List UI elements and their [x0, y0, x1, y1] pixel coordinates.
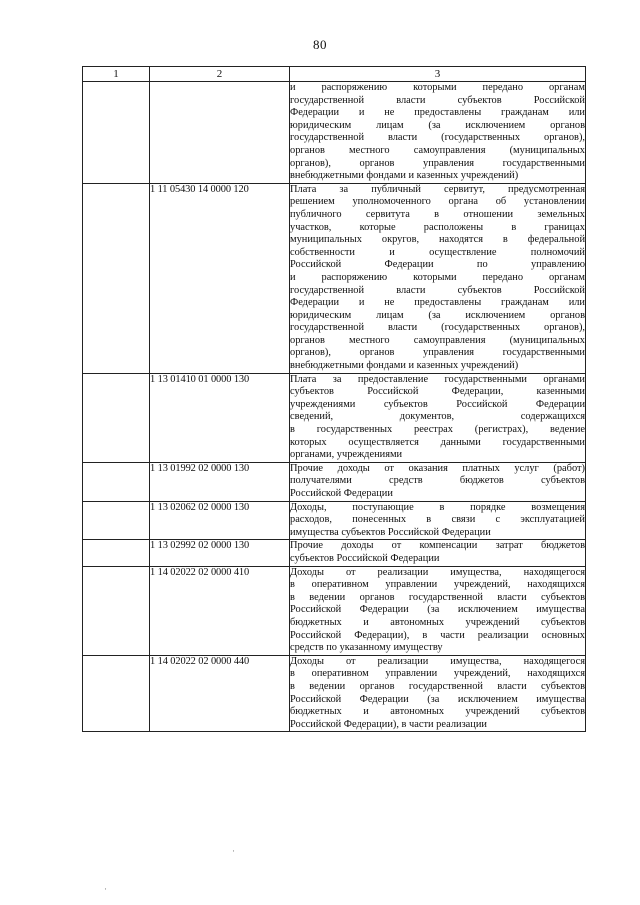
classification-code-cell: 1 13 02992 02 0000 130	[150, 540, 290, 566]
row-number-cell	[83, 501, 150, 540]
revenue-description-cell	[290, 540, 586, 566]
description-line: бюджетных и автономных учреждений субъектов	[290, 706, 585, 718]
description-line: участков, которые расположены в границах	[290, 221, 585, 233]
description-line: в ведении органов государственной власти субъектов	[290, 591, 585, 603]
page-number: 80	[313, 37, 327, 52]
row-number-cell	[83, 183, 150, 373]
classification-code-cell: 1 14 02022 02 0000 440	[150, 655, 290, 732]
classification-code-cell: 1 13 02062 02 0000 130	[150, 501, 290, 540]
table-row	[83, 501, 586, 540]
column-header-3: 3	[290, 67, 586, 82]
description-line: решением уполномоченного органа об установлении	[290, 196, 585, 208]
revenue-description-cell	[290, 183, 586, 373]
description-line: Российской Федерации), в части реализации основных	[290, 629, 585, 641]
column-header-1: 1	[83, 67, 150, 82]
description-line: Доходы от реализации имущества, находящегося	[290, 655, 585, 667]
description-line: Прочие доходы от компенсации затрат бюджетов	[290, 540, 585, 552]
description-line: учреждениями субъектов Российской Федерации	[290, 398, 585, 410]
description-line: Федерации и не предоставлены гражданам или	[290, 297, 585, 309]
description-line: Плата за публичный сервитут, предусмотренная	[290, 183, 585, 195]
classification-code-cell: 1 14 02022 02 0000 410	[150, 566, 290, 655]
description-line: собственности и осуществление полномочий	[290, 246, 585, 258]
revenue-description-cell	[290, 566, 586, 655]
description-line: Доходы от реализации имущества, находящегося	[290, 566, 585, 578]
description-line: которых осуществляется данными государственными	[290, 436, 585, 448]
description-line: в оперативном управлении учреждений, находящихся	[290, 668, 585, 680]
scan-speck: ·	[232, 846, 235, 856]
description-line: Российской Федерации (за исключением имущества	[290, 604, 585, 616]
column-header-2: 2	[150, 67, 290, 82]
description-line: юридическим лицам (за исключением органов	[290, 309, 585, 321]
description-line: Российской Федерации	[290, 488, 393, 499]
description-line: Российской Федерации (за исключением имущества	[290, 693, 585, 705]
row-number-cell	[83, 462, 150, 501]
description-line: государственной власти (государственных органов),	[290, 322, 585, 334]
description-line: юридическим лицам (за исключением органов	[290, 119, 585, 131]
table-row	[83, 540, 586, 566]
description-line: Федерации и не предоставлены гражданам или	[290, 107, 585, 119]
description-line: средств по указанному имуществу	[290, 642, 443, 654]
description-line: субъектов Российской Федерации	[290, 552, 440, 564]
description-line: и распоряжению которыми передано органам	[290, 271, 585, 283]
description-line: субъектов Российской Федерации, казенными	[290, 386, 585, 398]
description-line: Плата за предоставление государственными органами	[290, 373, 585, 385]
classification-code-cell: 1 13 01992 02 0000 130	[150, 462, 290, 501]
row-number-cell	[83, 373, 150, 462]
revenue-description-cell	[290, 373, 586, 462]
row-number-cell	[83, 540, 150, 566]
description-line: органов местного самоуправления (муниципальных	[290, 334, 585, 346]
description-line: бюджетных и автономных учреждений субъектов	[290, 616, 585, 628]
table-row	[83, 462, 586, 501]
revenue-description-cell	[290, 501, 586, 540]
description-line: в оперативном управлении учреждений, находящихся	[290, 579, 585, 591]
table-header-row	[83, 67, 586, 82]
revenue-description-cell	[290, 82, 586, 184]
description-line: органов местного самоуправления (муниципальных	[290, 144, 585, 156]
description-line: внебюджетными фондами и казенных учреждений)	[290, 360, 519, 372]
description-line: и распоряжению которыми передано органам	[290, 82, 585, 93]
description-line: Российской Федерации), в части реализации	[290, 718, 487, 730]
description-line: в государственных реестрах (регистрах), ведение	[290, 424, 585, 436]
description-line: органов), органов управления государственными	[290, 157, 585, 169]
classification-code-cell: 1 11 05430 14 0000 120	[150, 183, 290, 373]
table-row	[83, 566, 586, 655]
description-line: внебюджетными фондами и казенных учреждений)	[290, 170, 519, 182]
table-row	[83, 183, 586, 373]
description-line: государственной власти (государственных органов),	[290, 132, 585, 144]
description-line: публичного сервитута в отношении земельных	[290, 208, 585, 220]
revenue-description-cell	[290, 462, 586, 501]
classification-code-cell: 1 13 01410 01 0000 130	[150, 373, 290, 462]
row-number-cell	[83, 566, 150, 655]
revenue-description-cell	[290, 655, 586, 732]
table-row	[83, 655, 586, 732]
description-line: органами, учреждениями	[290, 449, 403, 461]
row-number-cell	[83, 655, 150, 732]
description-line: Российской Федерации по управлению	[290, 259, 585, 271]
description-line: государственной власти субъектов Российской	[290, 94, 585, 106]
scan-speck: ·	[104, 884, 107, 894]
description-line: в ведении органов государственной власти субъектов	[290, 680, 585, 692]
description-line: органов), органов управления государственными	[290, 347, 585, 359]
row-number-cell	[83, 82, 150, 184]
description-line: сведений, документов, содержащихся	[290, 411, 585, 423]
table-row	[83, 82, 586, 184]
description-line: получателями средств бюджетов субъектов	[290, 475, 585, 487]
description-line: Доходы, поступающие в порядке возмещения	[290, 501, 585, 513]
description-line: государственной власти субъектов Российской	[290, 284, 585, 296]
revenue-codes-table	[82, 66, 586, 732]
description-line: Прочие доходы от оказания платных услуг (работ)	[290, 462, 585, 474]
description-line: расходов, понесенных в связи с эксплуатацией	[290, 514, 585, 526]
classification-code-cell	[150, 82, 290, 184]
description-line: муниципальных округов, находятся в федеральной	[290, 234, 585, 246]
table-row	[83, 373, 586, 462]
description-line: имущества субъектов Российской Федерации	[290, 526, 491, 538]
